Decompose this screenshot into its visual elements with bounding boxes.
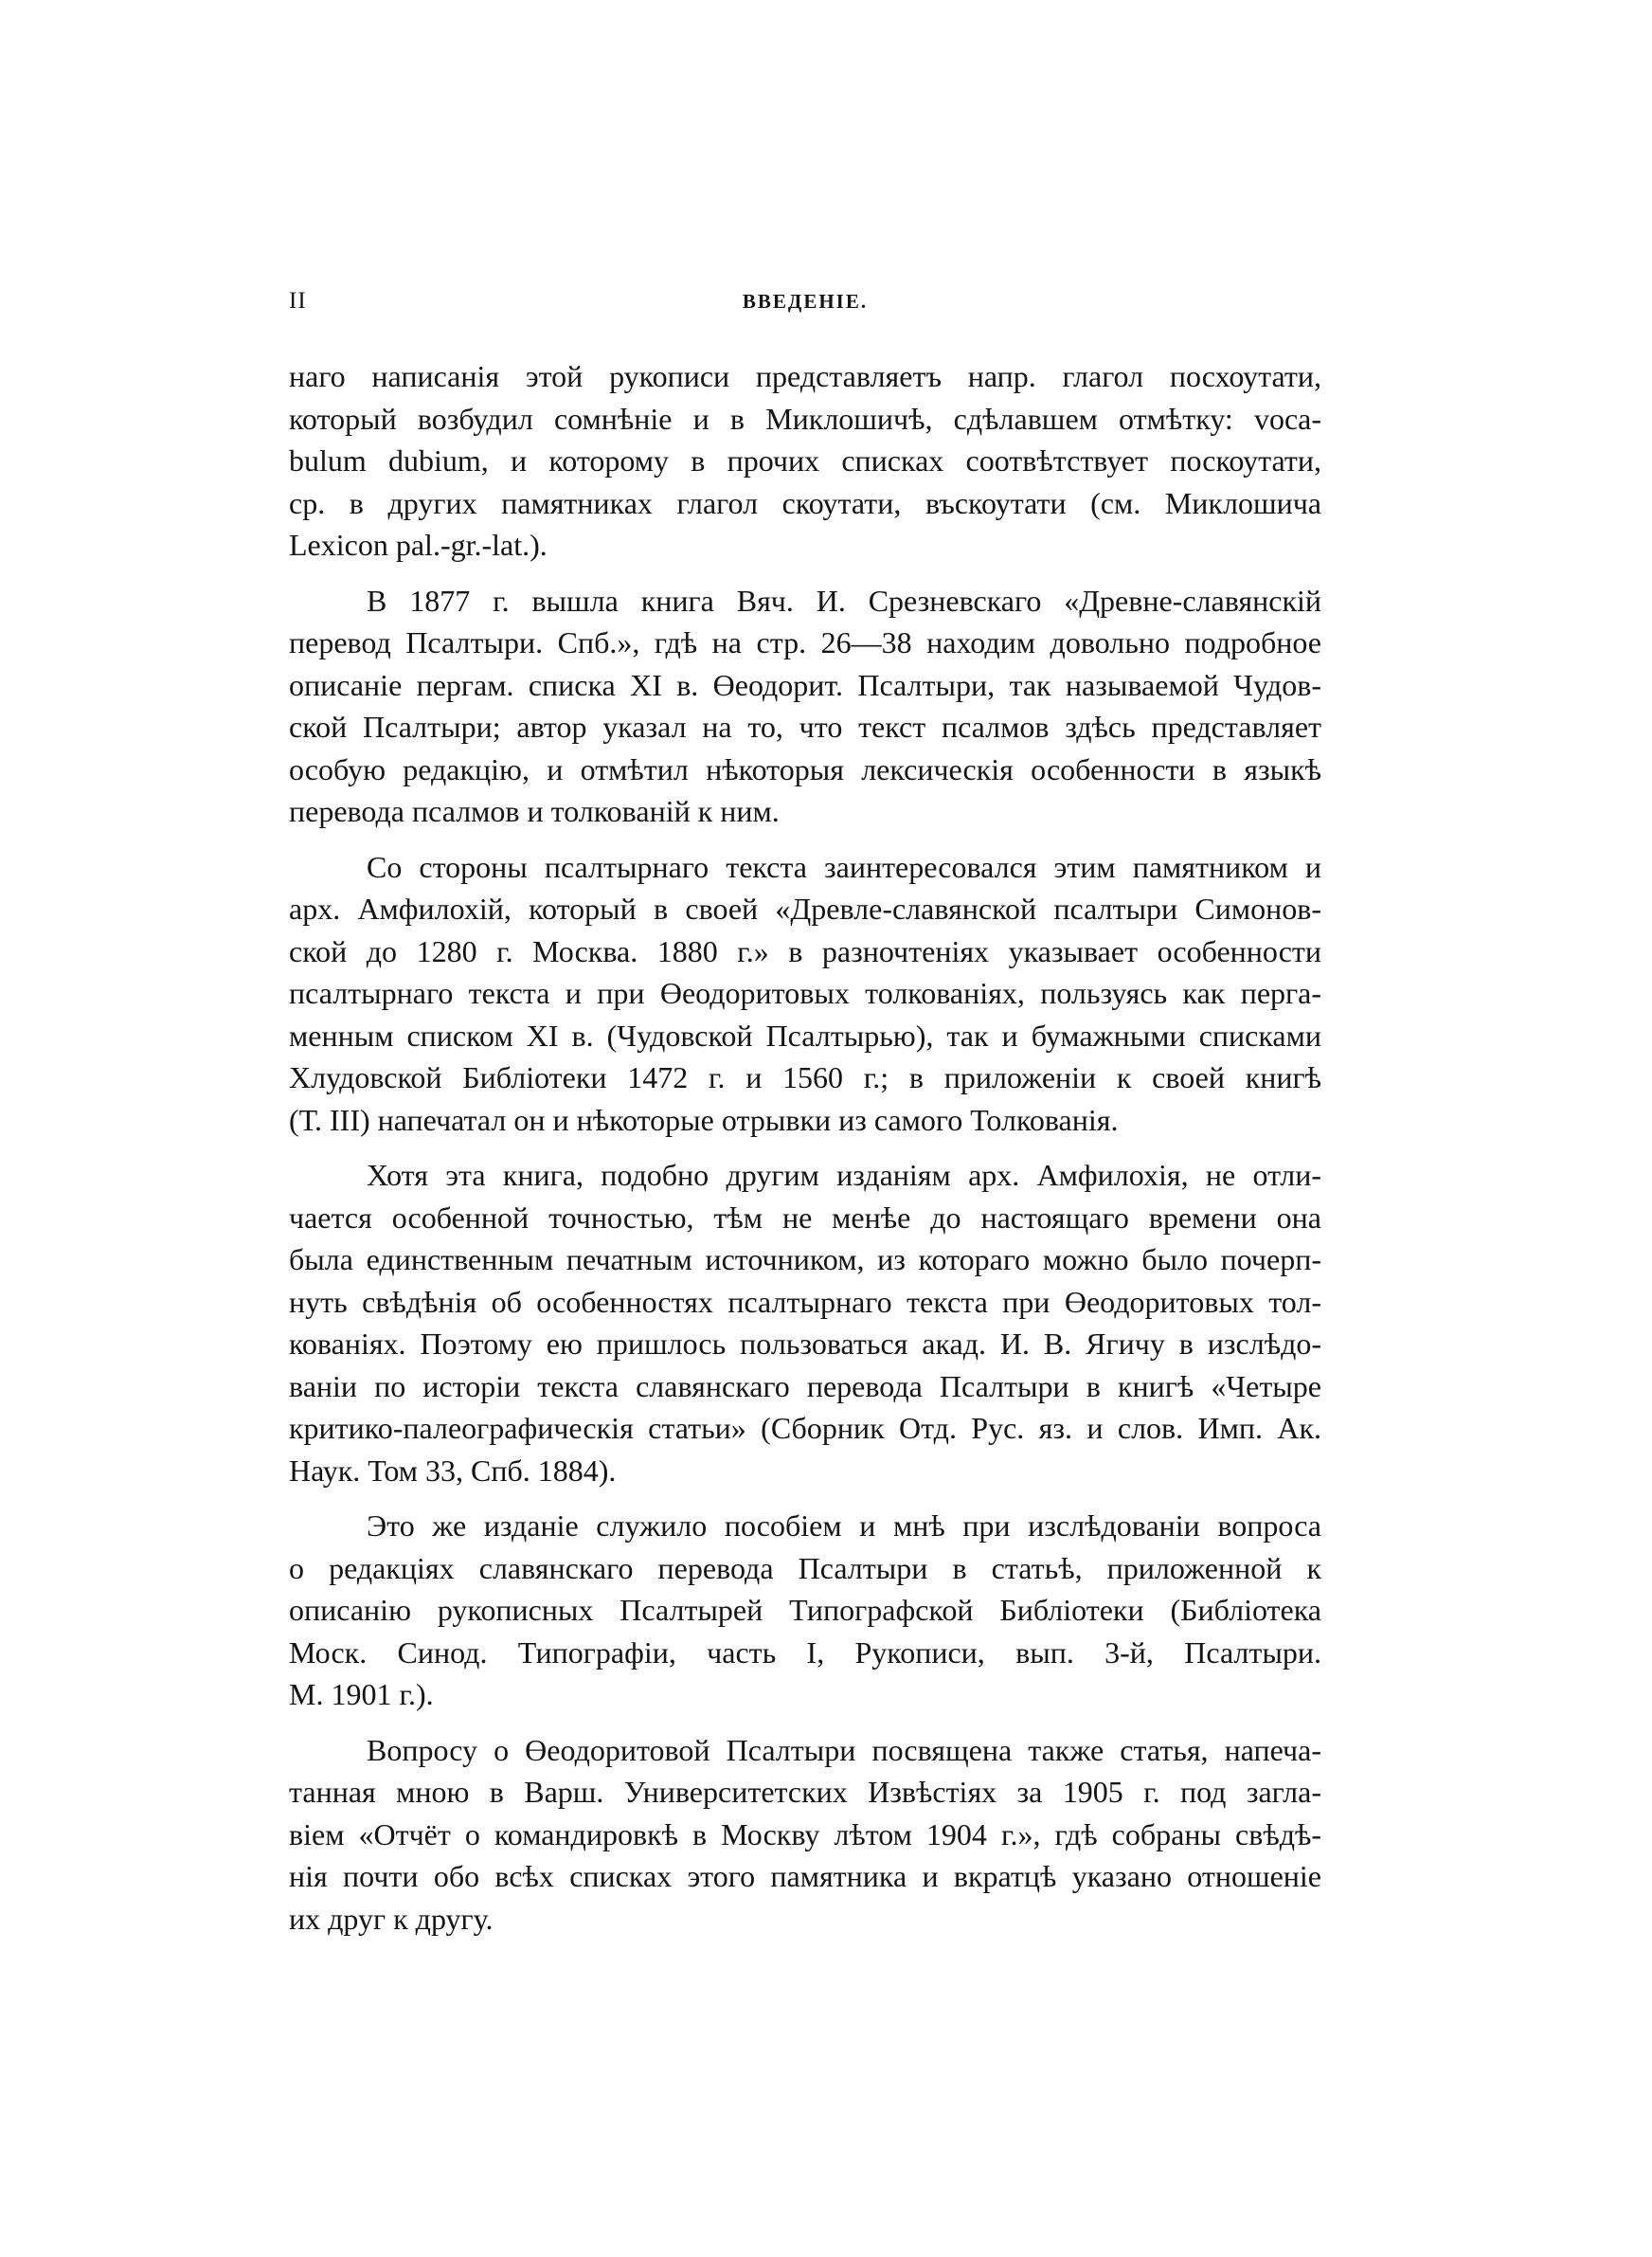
text-line: их друг к другу. — [289, 1901, 494, 1936]
paragraph-3 — [289, 846, 1321, 1142]
paragraph-1 — [289, 355, 1321, 567]
text-line: (Т. III) напечатал он и нѣкоторые отрывки из самого Толкованія. — [289, 1102, 1119, 1137]
text-line: менным списком XI в. (Чудовской Псалтырью), так и бумажными списками — [289, 1018, 1321, 1053]
text-line: bulum dubium, и которому в прочих списках соотвѣтствует поскоутати, — [289, 443, 1321, 478]
text-line: который возбудил сомнѣніе и в Миклошичѣ, сдѣлавшем отмѣтку: voca- — [289, 401, 1321, 436]
text-line: описанію рукописных Псалтырей Типографской Библіотеки (Библіотека — [289, 1593, 1321, 1627]
text-line: чается особенной точностью, тѣм не менѣе до настоящаго времени она — [289, 1200, 1321, 1235]
running-header — [289, 288, 1321, 322]
body-text — [289, 355, 1321, 1940]
text-line: арх. Амфилохій, который в своей «Древле-славянской псалтыри Симонов- — [289, 892, 1321, 926]
text-line: ской до 1280 г. Москва. 1880 г.» в разночтеніях указывает особенности — [289, 933, 1321, 968]
text-line: ваніи по исторіи текста славянскаго перевода Псалтыри в книгѣ «Четыре — [289, 1368, 1321, 1403]
paragraph-5 — [289, 1505, 1321, 1716]
text-line: танная мною в Варш. Университетских Извѣстіях за 1905 г. под загла- — [289, 1775, 1321, 1809]
text-line: критико-палеографическія статьи» (Сборник Отд. Рус. яз. и слов. Имп. Ак. — [289, 1411, 1321, 1445]
page-number: II — [289, 288, 307, 314]
text-line: ской Псалтыри; автор указал на то, что текст псалмов здѣсь представляет — [289, 710, 1321, 744]
text-line: Моск. Синод. Типографіи, часть I, Рукописи, вып. 3-й, Псалтыри. — [289, 1634, 1321, 1670]
section-title: ВВЕДЕНІЕ. — [742, 290, 869, 313]
text-line: ср. в других памятниках глагол скоутати, въскоутати (см. Миклошича — [289, 485, 1321, 520]
text-line: описаніе пергам. списка XI в. Өеодорит. Псалтыри, так называемой Чудов- — [289, 667, 1321, 702]
paragraph-6 — [289, 1729, 1321, 1941]
text-line: нуть свѣдѣнія об особенностях псалтырнаго текста при Өеодоритовых тол- — [289, 1284, 1321, 1319]
paragraph-4 — [289, 1154, 1321, 1491]
text-line: была единственным печатным источником, из котораго можно было почерп- — [289, 1242, 1321, 1276]
text-line: Наук. Том 33, Спб. 1884). — [289, 1453, 617, 1488]
text-line: кованіях. Поэтому ею пришлось пользоваться акад. И. В. Ягичу в изслѣдо- — [289, 1327, 1321, 1361]
text-line: перевода псалмов и толкованій к ним. — [289, 794, 780, 828]
text-line: Хлудовской Библіотеки 1472 г. и 1560 г.; в приложеніи к своей книгѣ — [289, 1060, 1321, 1094]
text-line: Хотя эта книга, подобно другим изданіям арх. Амфилохія, не отли- — [367, 1158, 1321, 1192]
text-line: особую редакцію, и отмѣтил нѣкоторыя лексическія особенности в языкѣ — [289, 751, 1321, 786]
text-line: М. 1901 г.). — [289, 1677, 434, 1711]
text-line: о редакціях славянскаго перевода Псалтыри в статьѣ, приложенной к — [289, 1550, 1321, 1585]
text-line: наго написанія этой рукописи представляетъ напр. глагол посхоутати, — [289, 359, 1321, 393]
paragraph-2 — [289, 580, 1321, 833]
text-line: В 1877 г. вышла книга Вяч. И. Срезневскаго «Древне-славянскій — [367, 583, 1321, 618]
text-line: перевод Псалтыри. Спб.», гдѣ на стр. 26—38 находим довольно подробное — [289, 625, 1321, 659]
text-line: нія почти обо всѣх списках этого памятника и вкратцѣ указано отношеніе — [289, 1859, 1321, 1893]
text-line: Со стороны псалтырнаго текста заинтересовался этим памятником и — [367, 849, 1321, 884]
text-line: віем «Отчёт о командировкѣ в Москву лѣтом 1904 г.», гдѣ собраны свѣдѣ- — [289, 1816, 1321, 1851]
text-line: Это же изданіе служило пособіем и мнѣ при изслѣдованіи вопроса — [367, 1508, 1321, 1543]
text-line: псалтырнаго текста и при Өеодоритовых толкованіях, пользуясь как перга- — [289, 976, 1321, 1010]
text-line: Вопросу о Өеодоритовой Псалтыри посвящена также статья, напеча- — [367, 1732, 1321, 1767]
text-line: Lexicon pal.-gr.-lat.). — [289, 528, 548, 562]
